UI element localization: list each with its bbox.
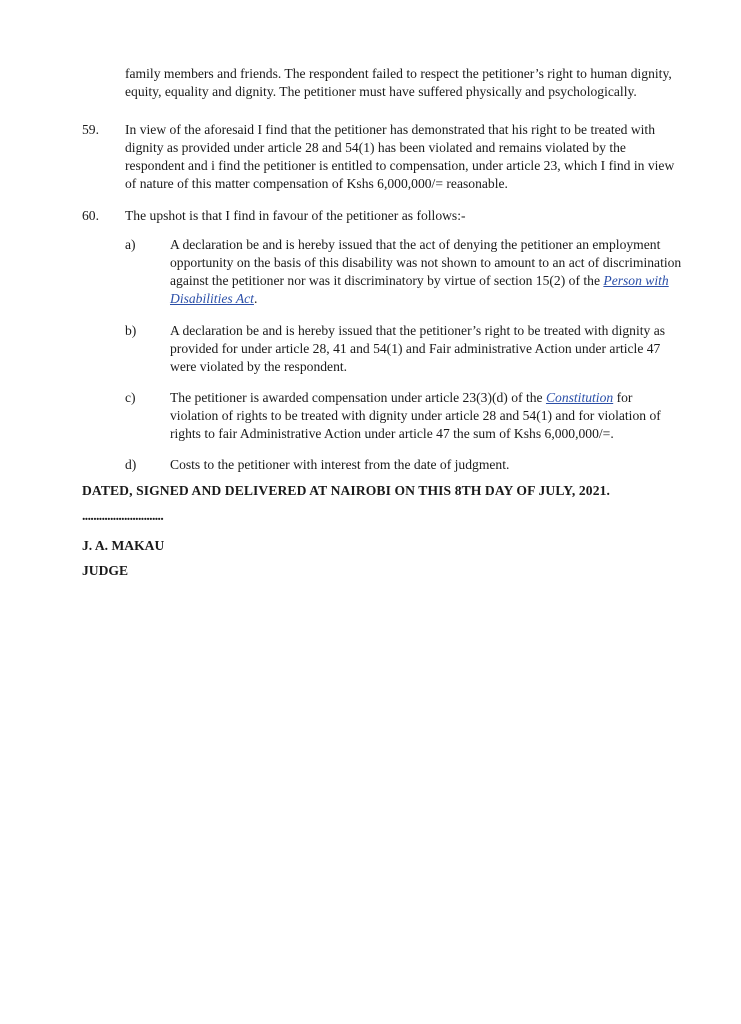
paragraph-number: 59. bbox=[82, 122, 99, 137]
item-label: a) bbox=[125, 237, 136, 252]
judge-title: JUDGE bbox=[82, 563, 129, 578]
paragraph-number: 60. bbox=[82, 208, 99, 223]
item-text-after: for violation of rights to be treated with dignity under article 28 and 54(1) and for violation of rights to fair Administrative Action under article 47 the sum of Kshs 6,000,000/=. bbox=[170, 390, 661, 441]
item-text bbox=[170, 389, 682, 443]
paragraph-text: The upshot is that I find in favour of the petitioner as follows:- bbox=[125, 208, 466, 223]
signature-line: ............................. bbox=[82, 508, 164, 523]
item-text-before: A declaration be and is hereby issued that the act of denying the petitioner an employment opportunity on the basis of this disability was not shown to amount to an act of discrimination against the petitioner nor was it discriminatory by virtue of section 15(2) of the bbox=[170, 237, 682, 288]
person-with-disabilities-act-link[interactable]: Person with Disabilities Act bbox=[170, 273, 669, 306]
item-label: b) bbox=[125, 323, 137, 338]
dated-signed-delivered: DATED, SIGNED AND DELIVERED AT NAIROBI ON THIS 8TH DAY OF JULY, 2021. bbox=[82, 483, 610, 498]
item-text: Costs to the petitioner with interest from the date of judgment. bbox=[170, 457, 510, 472]
constitution-link[interactable]: Constitution bbox=[545, 390, 614, 405]
paragraph-text: In view of the aforesaid I find that the petitioner has demonstrated that his right to be treated with dignity as provided under article 28 and 54(1) has been violated and remains violated by the respondent and i find the petitioner is entitled to compensation, under article 23, which I find in view of nature of this matter compensation of Kshs 6,000,000/= reasonable. bbox=[125, 122, 675, 191]
item-label: d) bbox=[125, 457, 137, 472]
item-text-after: . bbox=[253, 291, 258, 306]
item-text-before: The petitioner is awarded compensation under article 23(3)(d) of the bbox=[170, 390, 546, 405]
continuation-paragraph: family members and friends. The respondent failed to respect the petitioner’s right to human dignity, equity, equality and dignity. The petitioner must have suffered physically and psychologically. bbox=[125, 66, 672, 99]
item-text bbox=[170, 236, 682, 308]
item-text: A declaration be and is hereby issued that the petitioner’s right to be treated with dignity as provided for under article 28, 41 and 54(1) and Fair administrative Action under article 47 were violated by the respondent. bbox=[170, 323, 666, 374]
item-label: c) bbox=[125, 390, 136, 405]
judge-name: J. A. MAKAU bbox=[82, 538, 165, 553]
